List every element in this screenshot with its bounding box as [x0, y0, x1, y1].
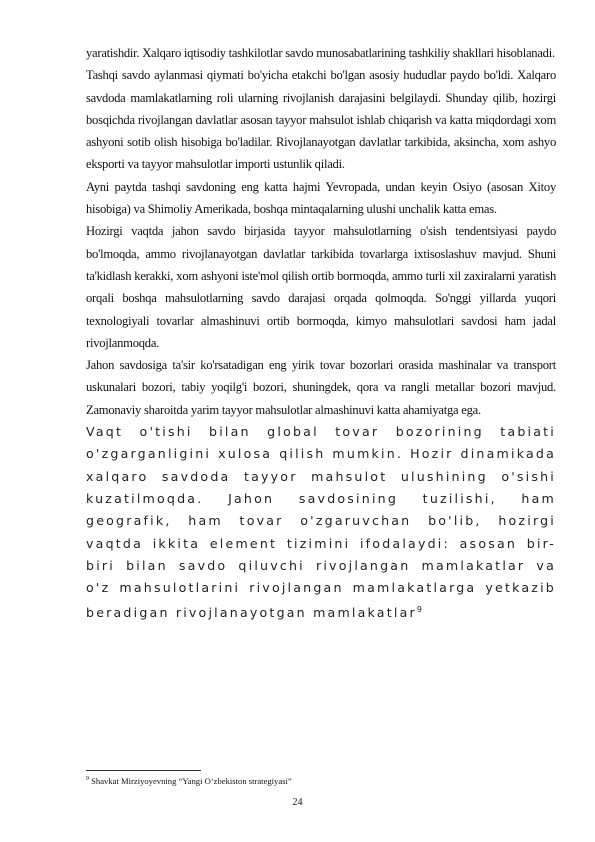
paragraph: Tashqi savdo aylanmasi qiymati bo'yicha etakchi bo'lgan asosiy hududlar paydo bo'ldi. Xalqaro savdoda mamlakatlarning roli ularning rivojlanish darajasini belgilaydi. Shunday qilib, hozirgi bosqichda rivojlangan davlatlar asosan tayyor mahsulot ishlab chiqarish va katta miqdordagi xom ashyoni sotib olish hisobiga bo'ladilar. Rivojlanayotgan davlatlar tarkibida, aksincha, xom ashyo eksporti va tayyor mahsulotlar importi ustunlik qiladi.	[86, 68, 556, 172]
spaced-quote-paragraph	[86, 421, 556, 625]
page-number: 24	[292, 797, 303, 808]
footnote-divider	[86, 770, 201, 771]
paragraph: yaratishdir. Xalqaro iqtisodiy tashkilotlar savdo munosabatlarining tashkiliy shakllari hisoblanadi.	[86, 46, 555, 60]
footnote-number: 9	[86, 776, 89, 782]
quote-text: Vaqt o'tishi bilan global tovar bozorining tabiati o'zgarganligini xulosa qilish mumkin. Hozir dinamikada xalqaro savdoda tayyor mahsulot ulushining o'sishi kuzatilmoqda. Jahon savdosining tuzilishi, ham geografik, ham tovar o'zgaruvchan bo'lib, hozirgi vaqtda ikkita element tizimini ifodalaydi: asosan bir-biri bilan savdo qiluvchi rivojlangan mamlakatlar va o'z mahsulotlarini rivojlangan mamlakatlarga yetkazib beradigan rivojlanayotgan mamlakatlar	[86, 424, 556, 621]
footnote	[86, 773, 556, 787]
paragraph: Jahon savdosiga ta'sir ko'rsatadigan eng yirik tovar bozorlari orasida mashinalar va transport uskunalari bozori, tabiy yoqilg'i bozori, shuningdek, qora va rangli metallar bozori mavjud. Zamonaviy sharoitda yarim tayyor mahsulotlar almashinuvi katta ahamiyatga ega.	[86, 358, 556, 417]
footnote-text: Shavkat Mirziyoyevning “Yangi O‘zbekiston strategiyasi”	[91, 775, 292, 786]
footnote-reference[interactable]: 9	[416, 605, 422, 615]
paragraph: Ayni paytda tashqi savdoning eng katta hajmi Yevropada, undan keyin Osiyo (asosan Xitoy hisobiga) va Shimoliy Amerikada, boshqa mintaqalarning ulushi unchalik katta emas.	[86, 179, 556, 217]
main-text	[86, 42, 556, 625]
paragraph: Hozirgi vaqtda jahon savdo birjasida tayyor mahsulotlarning o'sish tendentsiyasi paydo bo'lmoqda, ammo rivojlanayotgan davlatlar tarkibida tovarlarga ixtisoslashuv mavjud. Shuni ta'kidlash kerakki, xom ashyoni iste'mol qilish ortib bormoqda, ammo turli xil zaxiralarni yaratish orqali boshqa mahsulotlarning savdo darajasi orqada qolmoqda. So'nggi yillarda yuqori texnologiyali tovarlar almashinuvi ortib bormoqda, kimyo mahsulotlari savdosi ham jadal rivojlanmoqda.	[86, 224, 556, 350]
